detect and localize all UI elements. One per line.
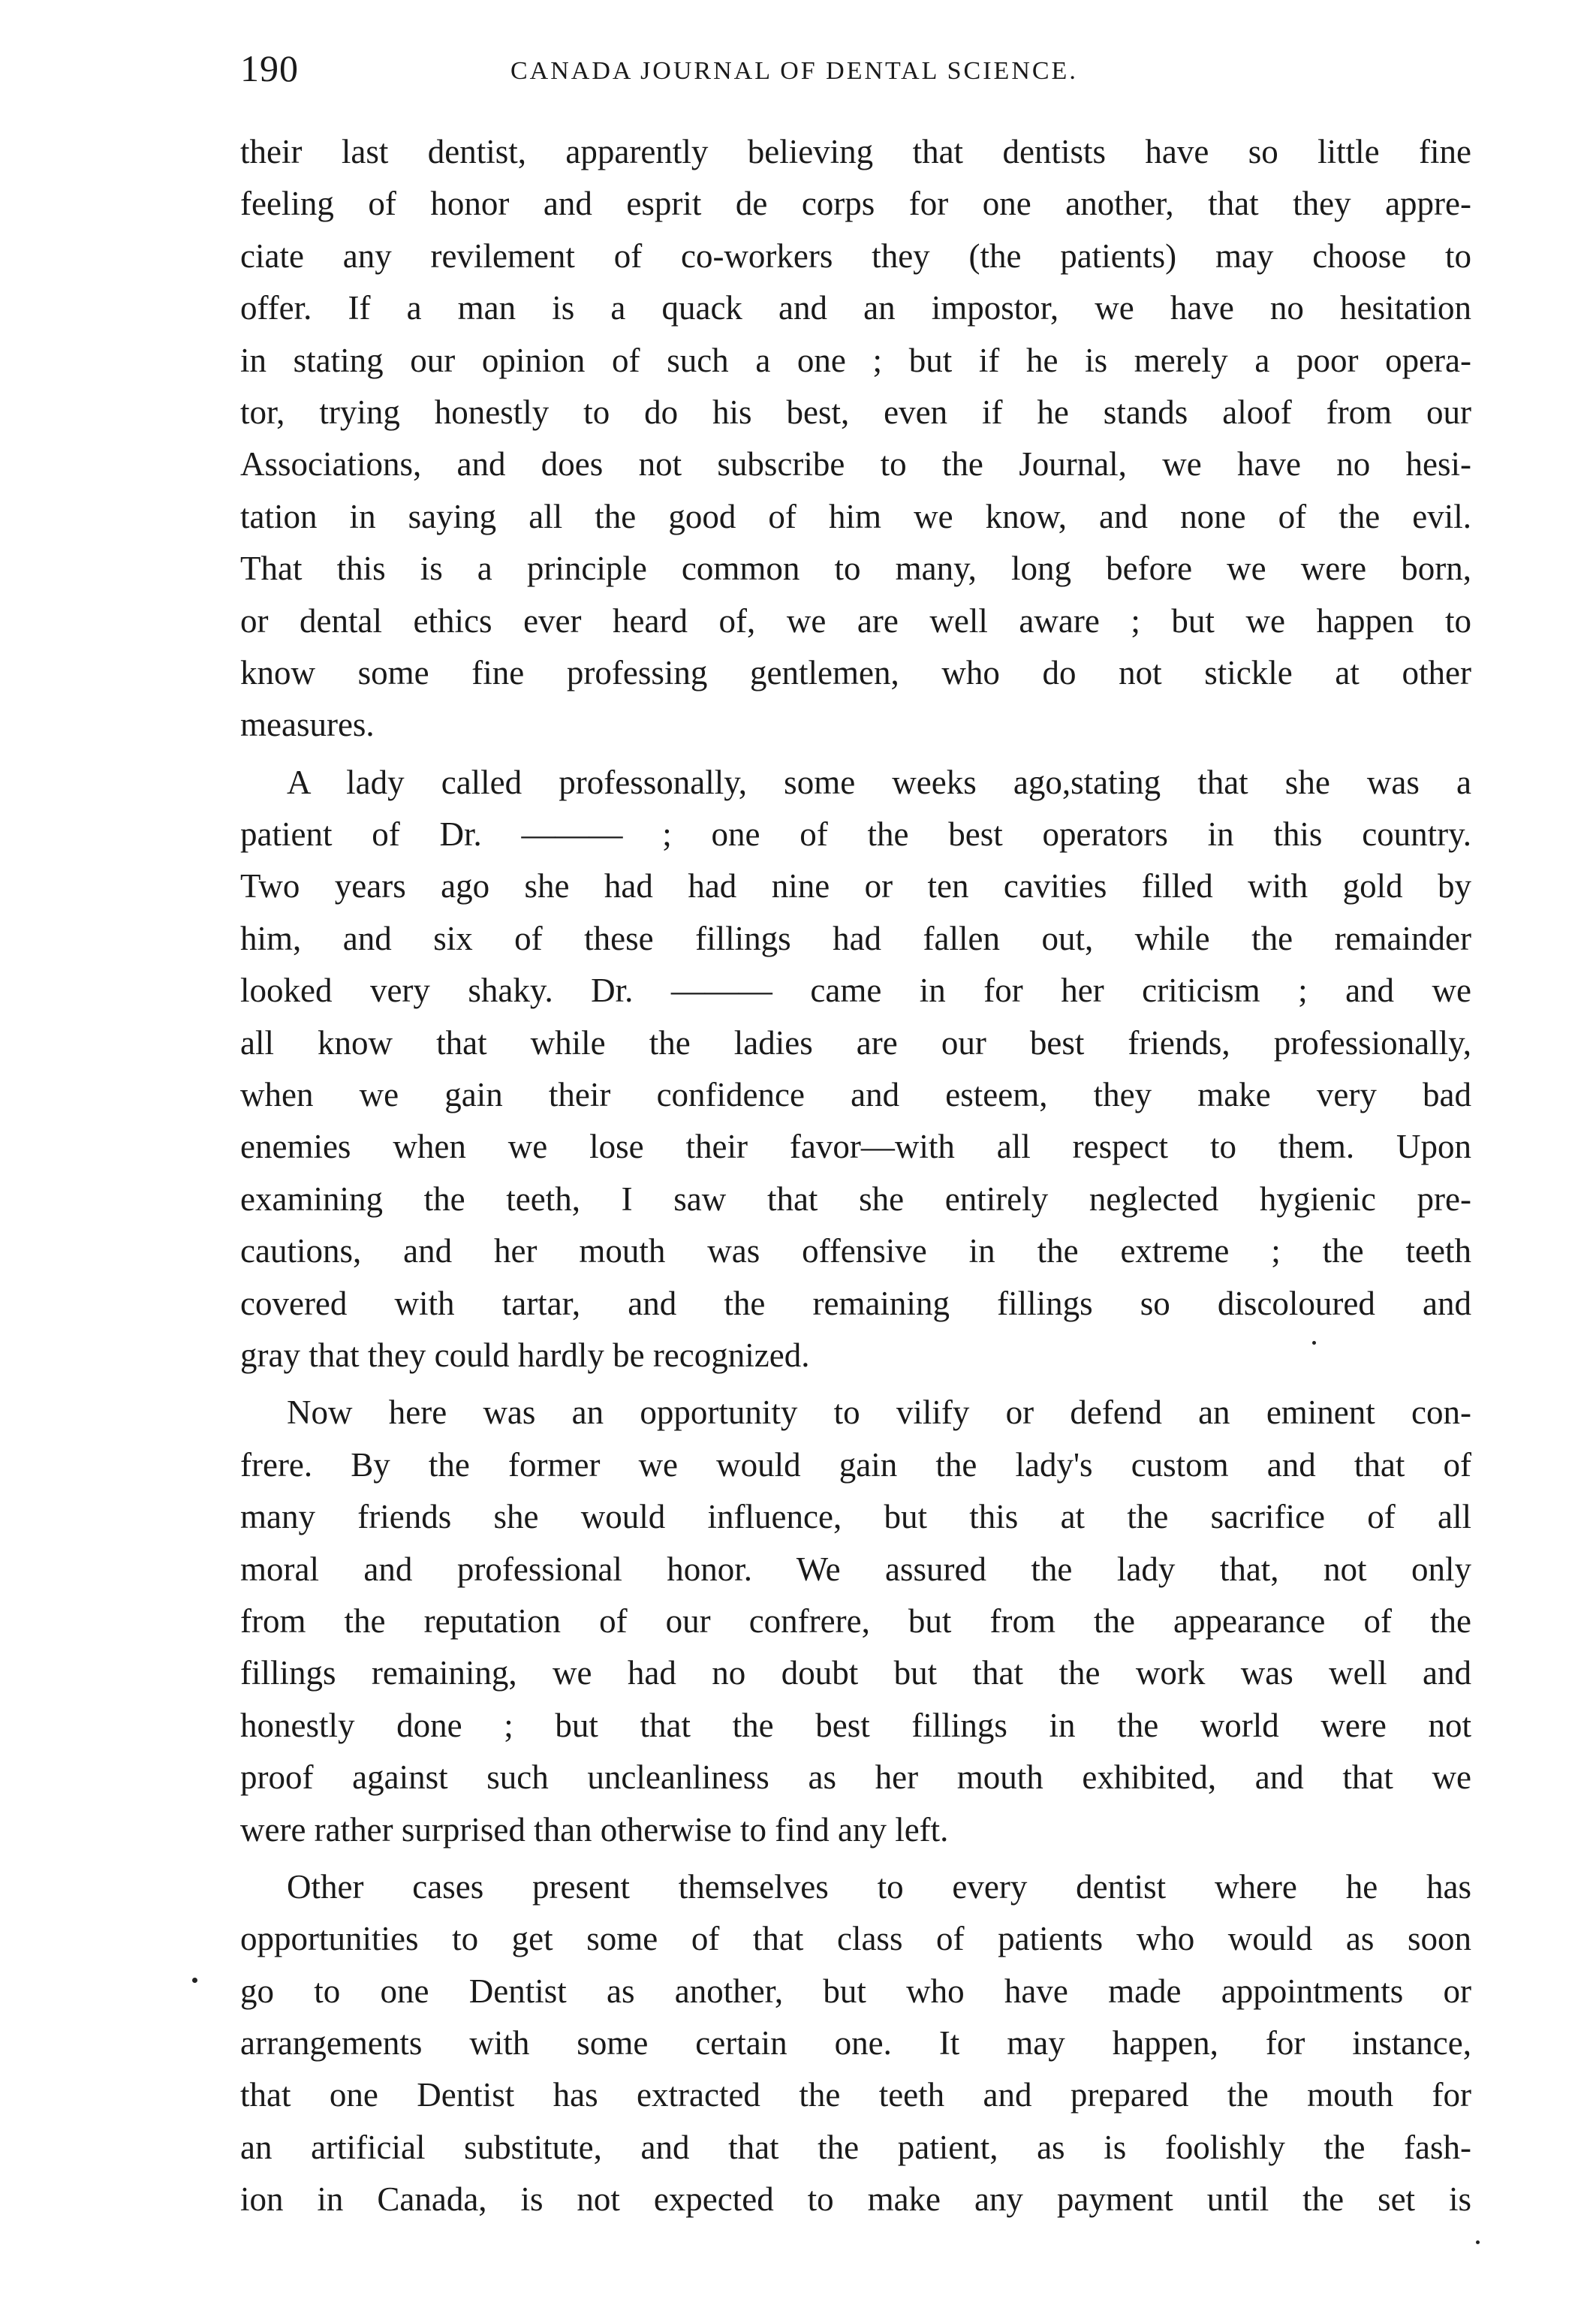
text-line: moral and professional honor. We assured the lady that, not only: [240, 1550, 1471, 1588]
text-line: or dental ethics ever heard of, we are well aware ; but we happen to: [240, 601, 1471, 640]
text-line: go to one Dentist as another, but who have made appointments or: [240, 1972, 1471, 2010]
paragraph: [240, 126, 1471, 752]
text-line: him, and six of these fillings had fallen out, while the remainder: [240, 919, 1471, 957]
page-number: 190: [240, 47, 299, 89]
text-line: looked very shaky. Dr. ——— came in for her criticism ; and we: [240, 972, 1471, 1010]
paragraph: [240, 1387, 1471, 1856]
text-line: tation in saying all the good of him we know, and none of the evil.: [240, 497, 1471, 535]
text-line: feeling of honor and esprit de corps for one another, that they appre-: [240, 185, 1471, 223]
text-line: examining the teeth, I saw that she entirely neglected hygienic pre-: [240, 1180, 1471, 1218]
text-line: patient of Dr. ——— ; one of the best operators in this country.: [240, 815, 1471, 854]
text-line: many friends she would influence, but this at the sacrifice of all: [240, 1498, 1471, 1536]
text-line: that one Dentist has extracted the teeth and prepared the mouth for: [240, 2076, 1471, 2114]
text-line: know some fine professing gentlemen, who do not stickle at other: [240, 653, 1471, 692]
text-line: when we gain their confidence and esteem, they make very bad: [240, 1076, 1471, 1114]
journal-title: CANADA JOURNAL OF DENTAL SCIENCE.: [510, 57, 1078, 85]
text-line: That this is a principle common to many, long before we were born,: [240, 550, 1471, 588]
ink-speck: [1312, 1341, 1316, 1345]
text-line: in stating our opinion of such a one ; but if he is merely a poor opera-: [240, 341, 1471, 379]
text-line: opportunities to get some of that class of patients who would as soon: [240, 1920, 1471, 1958]
text-line: frere. By the former we would gain the lady's custom and that of: [240, 1445, 1471, 1484]
text-line: ion in Canada, is not expected to make any payment until the set is: [240, 2180, 1471, 2219]
text-line: covered with tartar, and the remaining fillings so discoloured and: [240, 1284, 1471, 1322]
text-line: all know that while the ladies are our best friends, professionally,: [240, 1023, 1471, 1062]
text-line: measures.: [240, 706, 375, 744]
text-line: Associations, and does not subscribe to the Journal, we have no hesi-: [240, 445, 1471, 484]
text-line: Now here was an opportunity to vilify or defend an eminent con-: [287, 1394, 1471, 1432]
text-line: Other cases present themselves to every dentist where he has: [287, 1867, 1471, 1906]
paragraph: [240, 1861, 1471, 2226]
text-line: ciate any revilement of co-workers they (the patients) may choose to: [240, 237, 1471, 275]
text-line: tor, trying honestly to do his best, even if he stands aloof from our: [240, 393, 1471, 431]
ink-speck: [1476, 2240, 1480, 2244]
text-line: cautions, and her mouth was offensive in the extreme ; the teeth: [240, 1232, 1471, 1270]
text-line: arrangements with some certain one. It may happen, for instance,: [240, 2024, 1471, 2062]
text-line: their last dentist, apparently believing that dentists have so little fine: [240, 133, 1471, 170]
ink-speck: [192, 1978, 197, 1983]
text-line: proof against such uncleanliness as her mouth exhibited, and that we: [240, 1758, 1471, 1797]
text-line: fillings remaining, we had no doubt but that the work was well and: [240, 1654, 1471, 1692]
paragraph: [240, 757, 1471, 1382]
text-line: Two years ago she had had nine or ten cavities filled with gold by: [240, 867, 1471, 905]
text-line: honestly done ; but that the best fillings in the world were not: [240, 1706, 1471, 1744]
text-line: gray that they could hardly be recognized.: [240, 1336, 810, 1374]
text-line: A lady called professonally, some weeks ago,stating that she was a: [287, 763, 1471, 801]
running-head: [0, 42, 1596, 95]
text-line: were rather surprised than otherwise to find any left.: [240, 1810, 949, 1849]
body-text: [240, 126, 1471, 2226]
text-line: from the reputation of our confrere, but from the appearance of the: [240, 1601, 1471, 1640]
text-line: offer. If a man is a quack and an impostor, we have no hesitation: [240, 289, 1471, 327]
text-line: enemies when we lose their favor—with all respect to them. Upon: [240, 1128, 1471, 1166]
text-line: an artificial substitute, and that the patient, as is foolishly the fash-: [240, 2128, 1471, 2166]
